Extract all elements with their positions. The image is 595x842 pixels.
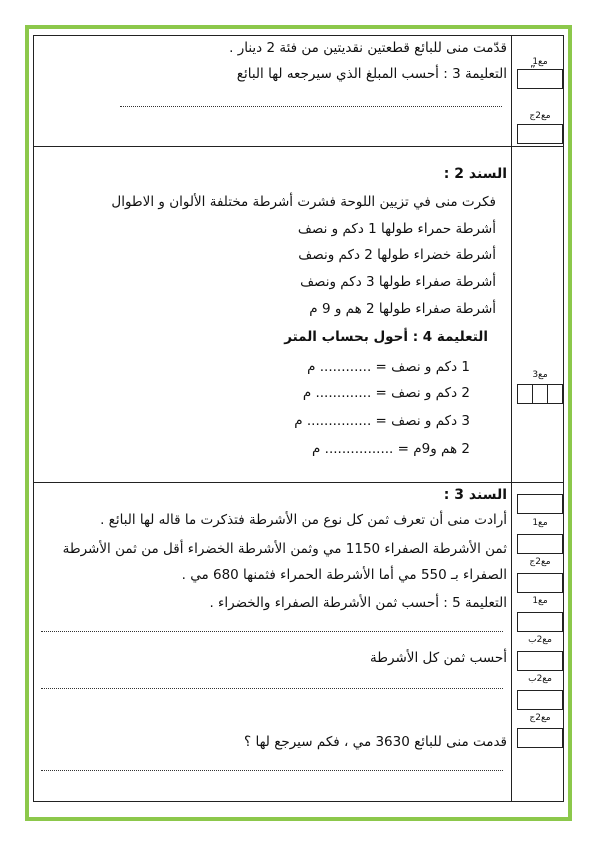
- criterion-label: مع2ج: [529, 557, 551, 567]
- s3-line: أرادت منى أن تعرف ثمن كل نوع من الأشرطة فتذكرت ما قاله لها البائع .: [100, 512, 507, 528]
- score-box[interactable]: [517, 651, 563, 671]
- score-box[interactable]: [517, 69, 563, 89]
- criterion-label: مع1: [532, 518, 548, 528]
- criterion-label: مع2ب: [528, 674, 552, 684]
- score-box[interactable]: [547, 384, 563, 404]
- score-box[interactable]: [517, 124, 563, 144]
- score-box[interactable]: [517, 384, 533, 404]
- s2-line: فكرت منى في تزيين اللوحة فشرت أشرطة مختلفة الألوان و الاطوال: [111, 194, 496, 210]
- s3-question: أحسب ثمن كل الأشرطة: [370, 650, 507, 666]
- answer-line[interactable]: [41, 770, 503, 771]
- exercise-line[interactable]: 2 هم و9م = ................ م: [312, 441, 470, 457]
- score-box[interactable]: [532, 384, 548, 404]
- s1-line1: قدّمت منى للبائع قطعتين نقديتين من فئة 2 دينار .: [229, 40, 507, 56]
- exercise-line[interactable]: 1 دكم و نصف = ............ م: [307, 359, 470, 375]
- s2-title: السند 2 :: [443, 166, 507, 182]
- answer-line[interactable]: [41, 631, 503, 632]
- s3-question: قدمت منى للبائع 3630 مي ، فكم سيرجع لها ؟: [244, 734, 507, 750]
- s1-instruction: التعليمة 3 : أحسب المبلغ الذي سيرجعه لها البائع: [236, 66, 507, 82]
- s3-instruction: التعليمة 5 : أحسب ثمن الأشرطة الصفراء والخضراء .: [209, 595, 507, 611]
- s2-line: أشرطة حمراء طولها 1 دكم و نصف: [297, 221, 496, 237]
- s2-line: أشرطة صفراء طولها 3 دكم ونصف: [300, 274, 496, 290]
- criterion-label: مع1: [532, 596, 548, 606]
- score-box[interactable]: [517, 690, 563, 710]
- criterion-label: مع1: [532, 57, 548, 67]
- section-divider-1: [33, 146, 564, 147]
- score-box[interactable]: [517, 612, 563, 632]
- answer-line[interactable]: [120, 106, 502, 107]
- score-box[interactable]: [517, 573, 563, 593]
- criterion-label: مع3: [532, 370, 548, 380]
- criterion-label: مع2ج: [529, 111, 551, 121]
- s2-line: أشرطة صفراء طولها 2 هم و 9 م: [309, 301, 496, 317]
- margin-divider: [511, 35, 512, 802]
- criterion-label: مع2ج: [529, 713, 551, 723]
- s3-line: ثمن الأشرطة الصفراء 1150 مي وثمن الأشرطة الخضراء أقل من ثمن الأشرطة: [62, 541, 507, 557]
- s3-title: السند 3 :: [443, 487, 507, 503]
- section-divider-2: [33, 482, 564, 483]
- s2-instruction: التعليمة 4 : أحول بحساب المتر: [284, 329, 488, 345]
- score-box[interactable]: [517, 728, 563, 748]
- score-box[interactable]: [517, 494, 563, 514]
- answer-line[interactable]: [41, 688, 503, 689]
- s2-line: أشرطة خضراء طولها 2 دكم ونصف: [298, 247, 496, 263]
- exercise-line[interactable]: 2 دكم و نصف = ............. م: [302, 385, 470, 401]
- score-box[interactable]: [517, 534, 563, 554]
- s3-line: الصفراء بـ 550 مي أما الأشرطة الحمراء فثمنها 680 مي .: [181, 567, 507, 583]
- criterion-label: مع2ب: [528, 635, 552, 645]
- exercise-line[interactable]: 3 دكم و نصف = ............... م: [294, 413, 470, 429]
